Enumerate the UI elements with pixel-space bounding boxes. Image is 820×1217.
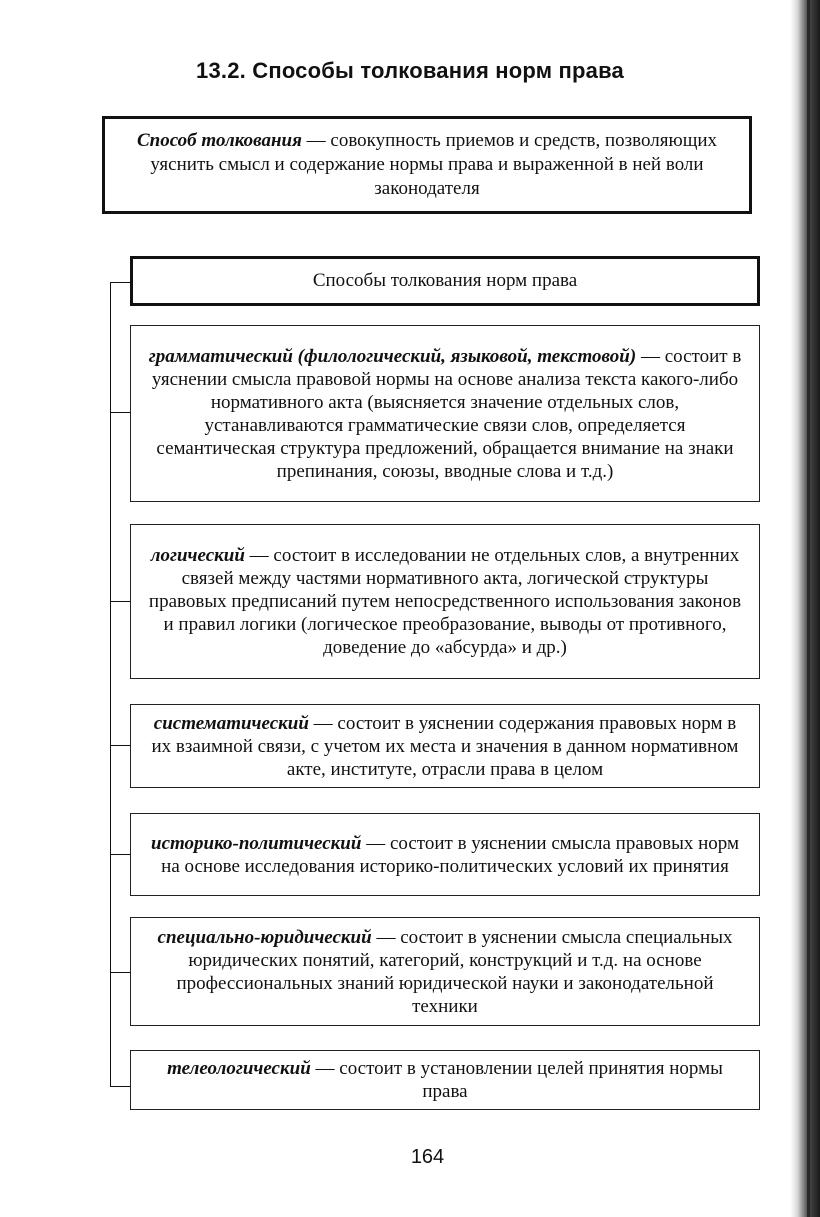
bracket-tick-teleological — [110, 1086, 130, 1087]
page-edge-line — [807, 0, 810, 1217]
bracket-tick-grammatical — [110, 412, 130, 413]
bracket-tick-logical — [110, 601, 130, 602]
method-term: историко-политический — [151, 832, 362, 854]
page-number: 164 — [410, 1146, 445, 1168]
method-text — [145, 832, 745, 878]
method-term: логический — [150, 545, 245, 566]
method-box-logical — [130, 524, 760, 679]
method-box-historical-political — [130, 813, 760, 896]
definition-text — [129, 129, 725, 201]
definition-term: Способ толкования — [136, 130, 302, 151]
page-edge-shadow — [790, 0, 820, 1217]
method-box-grammatical — [130, 325, 760, 502]
method-description: — состоит в исследовании не отдельных слов, а внутренних связей между частями нормативного акта, логической структуры правовых предписаний путем непосредственного использования законов и правил логики (логическое преобразование, выводы от противного, доведение до «абсурда» и др.) — [148, 545, 742, 658]
definition-body: — совокупность приемов и средств, позволяющих уяснить смысл и содержание нормы права и выраженной в ней воли законодателя — [150, 130, 717, 199]
method-term: специально-юридический — [157, 926, 372, 948]
method-text — [145, 712, 745, 781]
bracket-tick-historical — [110, 854, 130, 855]
method-text — [145, 926, 745, 1018]
method-description: — состоит в установлении целей принятия нормы права — [310, 1058, 723, 1102]
method-box-systematic — [130, 704, 760, 788]
method-description: — состоит в уяснении смысла правовых норм на основе исследования историко-политических условий их принятия — [161, 832, 739, 877]
diagram-bracket-line — [110, 282, 111, 1086]
method-term: систематический — [153, 712, 309, 734]
method-description: — состоит в уяснении смысла правовой нормы на основе анализа текста какого-либо нормативного акта (выясняется значение отдельных слов, устанавливаются грамматические связи слов, определяется семантическая структура предложений, обращается внимание на знаки препинания, союзы, вводные слова и т.д.) — [151, 345, 742, 482]
method-box-teleological — [130, 1050, 760, 1110]
method-box-special-legal — [130, 917, 760, 1026]
bracket-tick-header — [110, 282, 130, 283]
bracket-tick-special-legal — [110, 972, 130, 973]
method-text — [145, 1057, 745, 1103]
method-description: — состоит в уяснении содержания правовых норм в их взаимной связи, с учетом их места и значения в данном нормативном акте, институте, отрасли права в целом — [151, 712, 739, 780]
definition-box — [102, 116, 752, 214]
method-term: грамматический (филологический, языковой, текстовой) — [148, 345, 637, 367]
method-text — [145, 345, 745, 483]
diagram-header-label: Способы толкования норм права — [312, 270, 578, 291]
bracket-tick-systematic — [110, 745, 130, 746]
method-description: — состоит в уяснении смысла специальных юридических понятий, категорий, конструкций и т.д. на основе профессиональных знаний юридической науки и законодательной техники — [176, 926, 733, 1017]
method-text — [145, 544, 745, 659]
page-title: 13.2. Способы толкования норм права — [196, 58, 624, 83]
diagram-header-box — [130, 256, 760, 306]
method-term: телеологический — [167, 1058, 311, 1079]
